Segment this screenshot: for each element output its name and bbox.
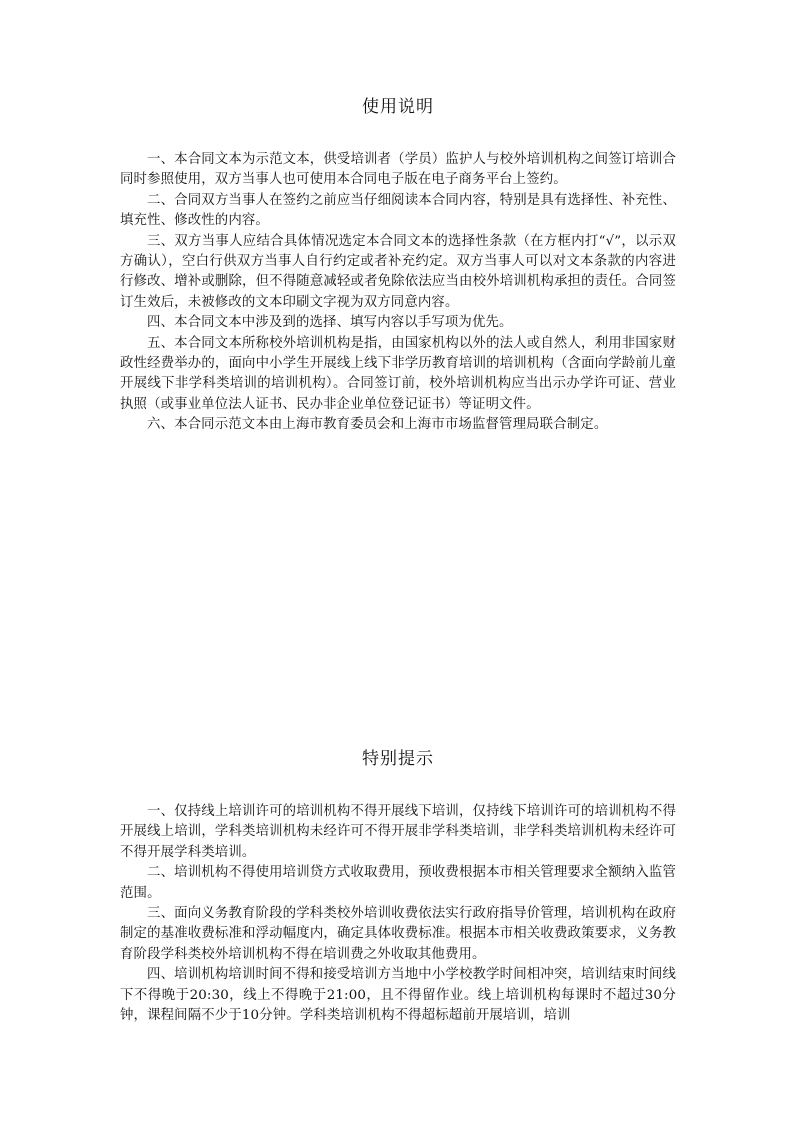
special-title: 特别提示 (362, 749, 434, 769)
usage-paragraph-5: 五、本合同文本所称校外培训机构是指，由国家机构以外的法人或自然人，利用非国家财政性经费举办的，面向中小学生开展线上线下非学历教育培训的培训机构（含面向学龄前儿童开展线下非学科类培训的培训机构）。合同签订前，校外培训机构应当出示办学许可证、营业执照（或事业单位法人证书、民办非企业单位登记证书）等证明文件。 (120, 335, 676, 412)
usage-paragraph-3: 三、双方当事人应结合具体情况选定本合同文本的选择性条款（在方框内打“√”，以示双方确认），空白行供双方当事人自行约定或者补充约定。双方当事人可以对文本条款的内容进行修改、增补或删除，但不得随意减轻或者免除依法应当由校外培训机构承担的责任。合同签订生效后，未被修改的文本印刷文字视为双方同意内容。 (120, 233, 676, 310)
special-paragraph-2: 二、培训机构不得使用培训贷方式收取费用，预收费根据本市相关管理要求全额纳入监管范围。 (120, 865, 676, 901)
usage-paragraph-2: 二、合同双方当事人在签约之前应当仔细阅读本合同内容，特别是具有选择性、补充性、填充性、修改性的内容。 (120, 192, 676, 229)
special-paragraph-1: 一、仅持线上培训许可的培训机构不得开展线下培训，仅持线下培训许可的培训机构不得开展线上培训，学科类培训机构未经许可不得开展非学科类培训，非学科类培训机构未经许可不得开展学科类培训。 (120, 804, 676, 860)
usage-instructions-section (120, 96, 676, 436)
special-paragraph-3: 三、面向义务教育阶段的学科类校外培训收费依法实行政府指导价管理，培训机构在政府制定的基准收费标准和浮动幅度内，确定具体收费标准。根据本市相关收费政策要求，义务教育阶段学科类校外培训机构不得在培训费之外收取其他费用。 (120, 906, 676, 962)
usage-paragraph-1: 一、本合同文本为示范文本，供受培训者（学员）监护人与校外培训机构之间签订培训合同时参照使用，双方当事人也可使用本合同电子版在电子商务平台上签约。 (120, 152, 676, 188)
special-paragraph-4: 四、培训机构培训时间不得和接受培训方当地中小学校教学时间相冲突，培训结束时间线下不得晚于20:30，线上不得晚于21:00，且不得留作业。线上培训机构每课时不超过30分钟，课程间隔不少于10分钟。学科类培训机构不得超标超前开展培训，培训 (120, 967, 676, 1024)
special-notice-section (120, 748, 676, 1026)
usage-title: 使用说明 (362, 97, 434, 117)
usage-paragraph-4: 四、本合同文本中涉及到的选择、填写内容以手写项为优先。 (147, 315, 513, 331)
usage-paragraph-6: 六、本合同示范文本由上海市教育委员会和上海市市场监督管理局联合制定。 (147, 417, 608, 433)
